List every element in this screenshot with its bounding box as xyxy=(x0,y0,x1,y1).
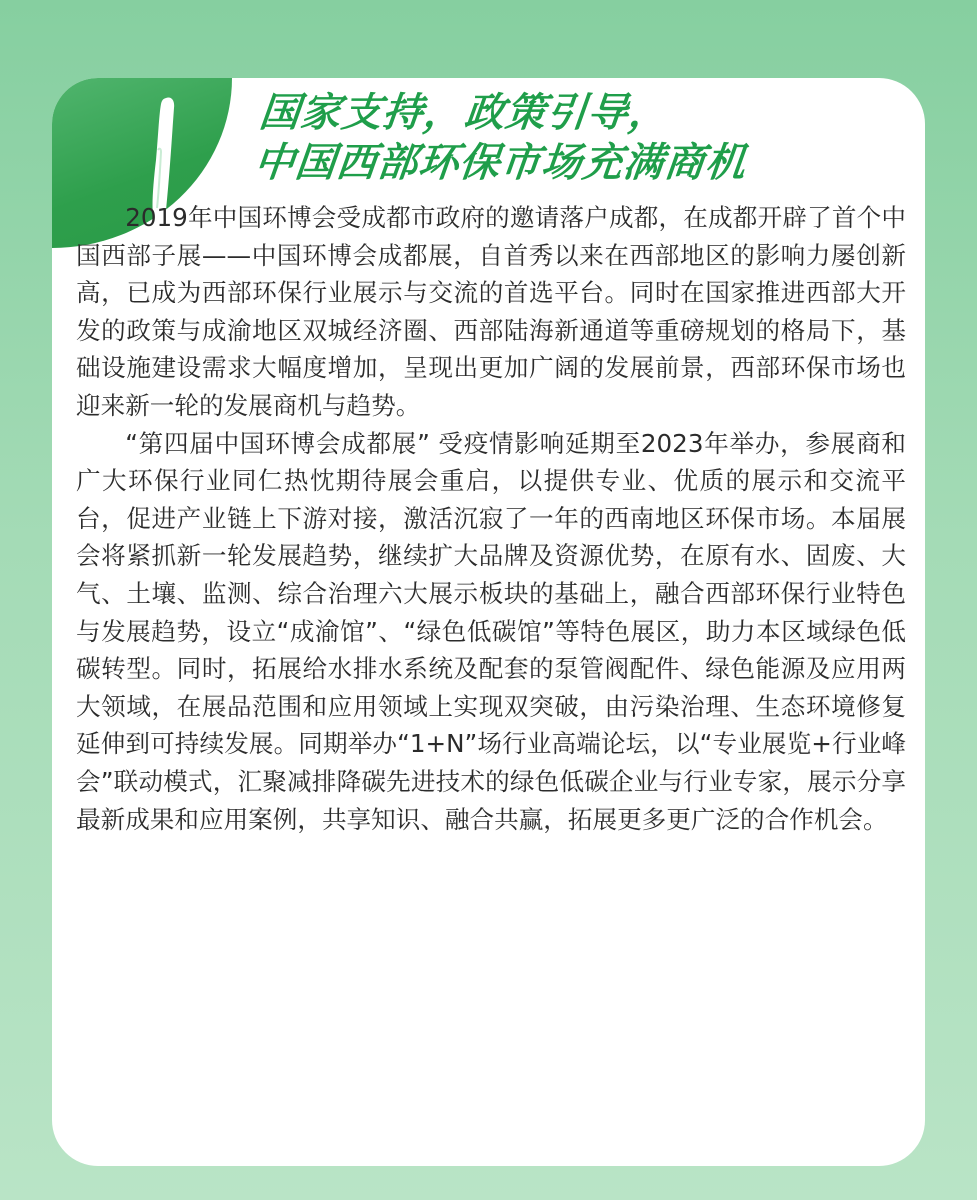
paragraph-1: 2019年中国环博会受成都市政府的邀请落户成都，在成都开辟了首个中国西部子展——中国环博会成都展，自首秀以来在西部地区的影响力屡创新高，已成为西部环保行业展示与交流的首选平台。同时在国家推进西部大开发的政策与成渝地区双城经济圈、西部陆海新通道等重磅规划的格局下，基础设施建设需求大幅度增加，呈现出更加广阔的发展前景，西部环保市场也迎来新一轮的发展商机与趋势。 xyxy=(76,203,906,420)
title-line-2: 中国西部环保市场充满商机 xyxy=(251,140,749,186)
title-line-1: 国家支持，政策引导， xyxy=(257,90,673,136)
paragraph-2: “第四届中国环博会成都展” 受疫情影响延期至2023年举办，参展商和广大环保行业同仁热忱期待展会重启，以提供专业、优质的展示和交流平台，促进产业链上下游对接，激活沉寂了一年的西南地区环保市场。本届展会将紧抓新一轮发展趋势，继续扩大品牌及资源优势，在原有水、固废、大气、土壤、监测、综合治理六大展示板块的基础上，融合西部环保行业特色与发展趋势，设立“成渝馆”、“绿色低碳馆”等特色展区，助力本区域绿色低碳转型。同时，拓展给水排水系统及配套的泵管阀配件、绿色能源及应用两大领域，在展品范围和应用领域上实现双突破，由污染治理、生态环境修复延伸到可持续发展。同期举办“1+N”场行业高端论坛，以“专业展览+行业峰会”联动模式，汇聚减排降碳先进技术的绿色低碳企业与行业专家，展示分享最新成果和应用案例，共享知识、融合共赢，拓展更多更广泛的合作机会。 xyxy=(76,428,906,834)
article-body xyxy=(76,199,906,838)
section-title xyxy=(252,88,903,188)
content-card xyxy=(52,78,925,1166)
